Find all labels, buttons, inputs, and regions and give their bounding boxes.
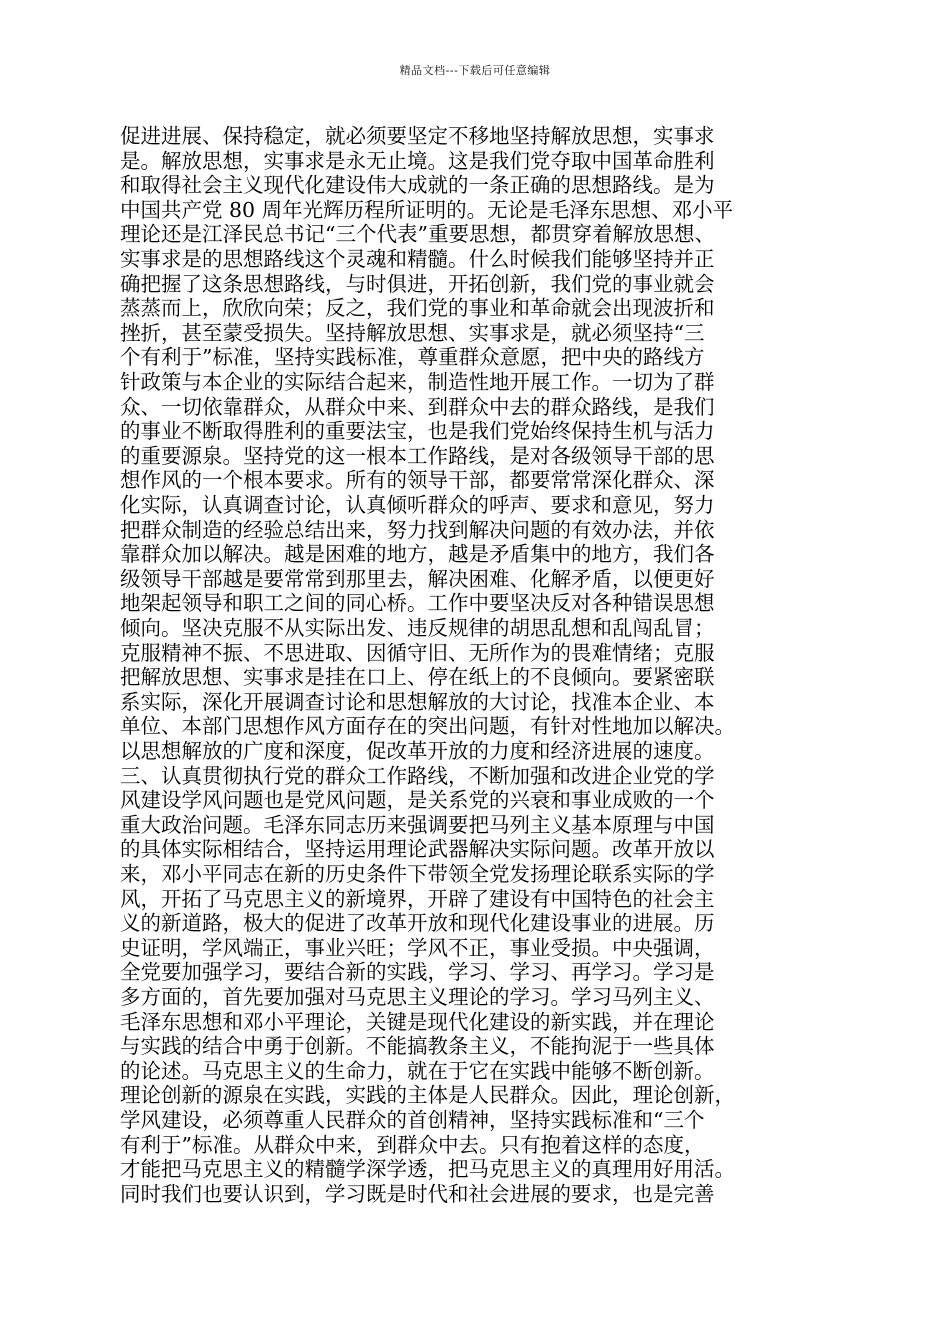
text-line: 理论还是江泽民总书记“三个代表”重要思想，都贯穿着解放思想、 <box>120 222 715 247</box>
text-line: 把群众制造的经验总结出来，努力找到解决问题的有效办法，并依 <box>120 517 715 542</box>
text-line: 想作风的一个根本要求。所有的领导干部，都要常常深化群众、深 <box>120 468 715 493</box>
text-line: 靠群众加以解决。越是困难的地方，越是矛盾集中的地方，我们各 <box>120 542 715 567</box>
text-line: 众、一切依靠群众，从群众中来、到群众中去的群众路线，是我们 <box>120 394 715 419</box>
text-line: 毛泽东思想和邓小平理论，关键是现代化建设的新实践，并在理论 <box>120 1009 715 1034</box>
text-line: 针政策与本企业的实际结合起来，制造性地开展工作。一切为了群 <box>120 370 715 394</box>
text-line: 才能把马克思主义的精髓学深学透，把马克思主义的真理用好用活。 <box>120 1157 735 1182</box>
text-line: 克服精神不振、不思进取、因循守旧、无所作为的畏难情绪；克服 <box>120 640 715 665</box>
text-line: 三、认真贯彻执行党的群众工作路线，不断加强和改进企业党的学 <box>120 763 715 788</box>
text-line: 的具体实际相结合，坚持运用理论武器解决实际问题。改革开放以 <box>120 837 715 862</box>
text-line: 化实际，认真调查讨论，认真倾听群众的呼声、要求和意见，努力 <box>120 493 715 517</box>
page-header: 精品文档---下载后可任意编辑 <box>399 64 551 77</box>
text-line: 来，邓小平同志在新的历史条件下带领全党发扬理论联系实际的学 <box>120 862 715 886</box>
text-line: 风建设学风问题也是党风问题，是关系党的兴衰和事业成败的一个 <box>120 788 715 813</box>
text-line: 个有利于”标准，坚持实践标准，尊重群众意愿，把中央的路线方 <box>120 345 705 370</box>
text-line: 风，开拓了马克思主义的新境界，开辟了建设有中国特色的社会主 <box>120 886 715 911</box>
text-line: 有利于”标准。从群众中来，到群众中去。只有抱着这样的态度， <box>120 1132 705 1157</box>
text-line: 把解放思想、实事求是挂在口上、停在纸上的不良倾向。要紧密联 <box>120 665 715 690</box>
text-line: 级领导干部越是要常常到那里去，解决困难、化解矛盾，以便更好 <box>120 566 715 591</box>
text-line: 的重要源泉。坚持党的这一根本工作路线，是对各级领导干部的思 <box>120 443 715 468</box>
text-line: 挫折，甚至蒙受损失。坚持解放思想、实事求是，就必须坚持“三 <box>120 320 705 345</box>
text-line: 倾向。坚决克服不从实际出发、违反规律的胡思乱想和乱闯乱冒； <box>120 616 715 640</box>
text-line: 同时我们也要认识到，学习既是时代和社会进展的要求，也是完善 <box>120 1181 715 1206</box>
text-line: 与实践的结合中勇于创新。不能搞教条主义，不能拘泥于一些具体 <box>120 1034 715 1059</box>
text-line: 实事求是的思想路线这个灵魂和精髓。什么时候我们能够坚持并正 <box>120 247 715 271</box>
text-line: 中国共产党 80 周年光辉历程所证明的。无论是毛泽东思想、邓小平 <box>120 197 734 222</box>
text-line: 理论创新的源泉在实践，实践的主体是人民群众。因此，理论创新， <box>120 1083 735 1108</box>
text-line: 全党要加强学习，要结合新的实践，学习、学习、再学习。学习是 <box>120 960 715 985</box>
text-line: 多方面的，首先要加强对马克思主义理论的学习。学习马列主义、 <box>120 985 715 1009</box>
text-line: 和取得社会主义现代化建设伟大成就的一条正确的思想路线。是为 <box>120 173 715 198</box>
text-line: 系实际，深化开展调查讨论和思想解放的大讨论，找准本企业、本 <box>120 689 715 714</box>
text-line: 重大政治问题。毛泽东同志历来强调要把马列主义基本原理与中国 <box>120 812 715 837</box>
text-line: 确把握了这条思想路线，与时俱进，开拓创新，我们党的事业就会 <box>120 271 715 296</box>
text-line: 义的新道路，极大的促进了改革开放和现代化建设事业的进展。历 <box>120 911 715 936</box>
text-line: 蒸蒸而上，欣欣向荣；反之，我们党的事业和革命就会出现波折和 <box>120 296 715 321</box>
text-line: 学风建设，必须尊重人民群众的首创精神，坚持实践标准和“三个 <box>120 1108 705 1132</box>
text-line: 是。解放思想，实事求是永无止境。这是我们党夺取中国革命胜利 <box>120 148 715 173</box>
text-line: 地架起领导和职工之间的同心桥。工作中要坚决反对各种错误思想 <box>120 591 715 616</box>
text-line: 史证明，学风端正，事业兴旺；学风不正，事业受损。中央强调， <box>120 935 715 960</box>
text-line: 单位、本部门思想作风方面存在的突出问题，有针对性地加以解决。 <box>120 714 735 739</box>
text-line: 促进进展、保持稳定，就必须要坚定不移地坚持解放思想，实事求 <box>120 124 715 148</box>
text-line: 以思想解放的广度和深度，促改革开放的力度和经济进展的速度。 <box>120 739 715 763</box>
text-line: 的事业不断取得胜利的重要法宝，也是我们党始终保持生机与活力 <box>120 419 715 444</box>
text-line: 的论述。马克思主义的生命力，就在于它在实践中能够不断创新。 <box>120 1058 715 1083</box>
